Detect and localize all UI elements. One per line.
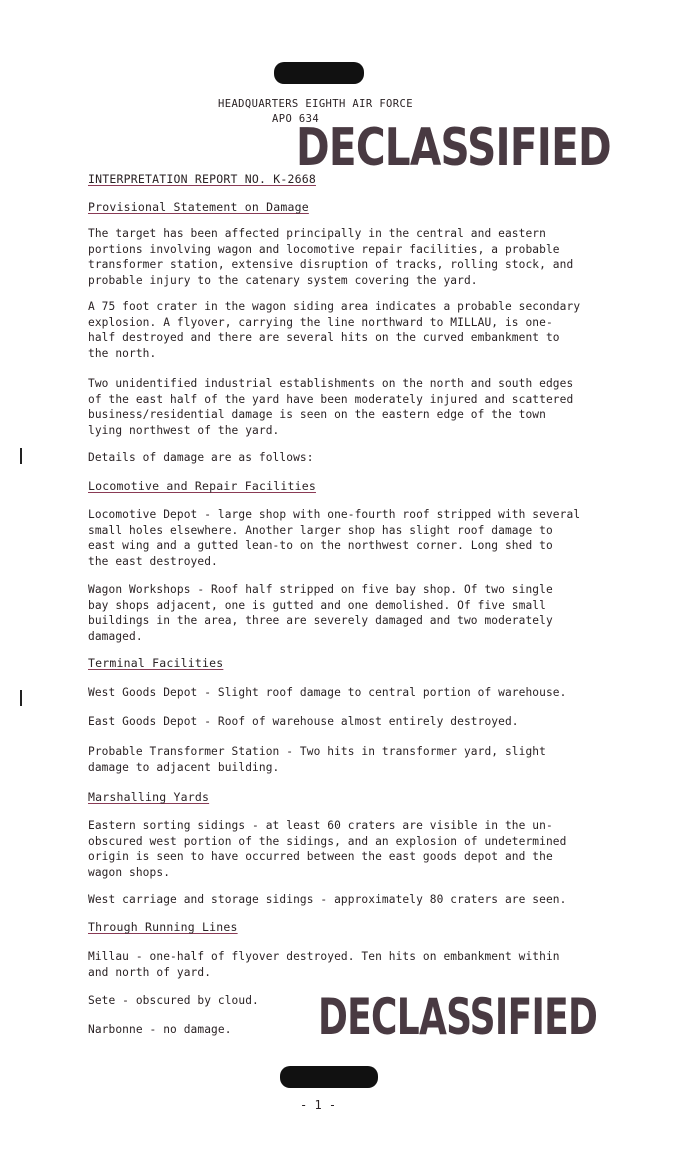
paragraph: West carriage and storage sidings - approximately 80 craters are seen. (88, 893, 567, 906)
declassified-stamp-top: DECLASSIFIED (296, 118, 611, 178)
paragraph: Details of damage are as follows: (88, 451, 314, 464)
header-apo: APO 634 (272, 113, 320, 125)
section-heading: Marshalling Yards (88, 790, 210, 804)
paragraph: Two unidentified industrial establishments on the north and south edges of the east half of the yard have been moderately injured and scattered business/residential damage is seen on the eastern edge of the town lying northwest of the yard. (88, 377, 574, 437)
paragraph: Millau - one-half of flyover destroyed. Ten hits on embankment within and north of yard. (88, 950, 560, 979)
paragraph: Probable Transformer Station - Two hits in transformer yard, slight damage to adjacent building. (88, 745, 546, 774)
margin-mark (20, 448, 22, 464)
section-heading: Locomotive and Repair Facilities (88, 479, 316, 493)
paragraph: Narbonne - no damage. (88, 1023, 232, 1036)
redaction-bar-top (274, 62, 364, 84)
declassified-stamp-bottom: DECLASSIFIED (318, 988, 598, 1046)
paragraph: Eastern sorting sidings - at least 60 craters are visible in the un- obscured west portion of the sidings, and an explosion of undetermined origin is seen to have occurred between the east goods depot and the wagon shops. (88, 819, 567, 879)
section-heading: Provisional Statement on Damage (88, 200, 309, 214)
section-heading: Terminal Facilities (88, 656, 224, 670)
header-organization: HEADQUARTERS EIGHTH AIR FORCE (218, 98, 413, 110)
paragraph: Locomotive Depot - large shop with one-fourth roof stripped with several small holes elsewhere. Another larger shop has slight roof damage to east wing and a gutted lean-to on the northwest corner. Long shed to the east destroyed. (88, 508, 581, 568)
redaction-bar-bottom (280, 1066, 378, 1088)
paragraph: West Goods Depot - Slight roof damage to central portion of warehouse. (88, 686, 567, 699)
page-number: - 1 - (300, 1098, 337, 1112)
paragraph: East Goods Depot - Roof of warehouse almost entirely destroyed. (88, 715, 519, 728)
report-title: INTERPRETATION REPORT NO. K-2668 (88, 172, 316, 186)
section-heading: Through Running Lines (88, 920, 238, 934)
paragraph: Wagon Workshops - Roof half stripped on five bay shop. Of two single bay shops adjacent, one is gutted and one demolished. Of five small buildings in the area, three are severely damaged and two moderately damaged. (88, 583, 553, 643)
margin-mark (20, 690, 22, 706)
paragraph: Sete - obscured by cloud. (88, 994, 259, 1007)
paragraph: The target has been affected principally in the central and eastern portions involving wagon and locomotive repair facilities, a probable transformer station, extensive disruption of tracks, rolling stock, and probable injury to the catenary system covering the yard. (88, 227, 574, 287)
paragraph: A 75 foot crater in the wagon siding area indicates a probable secondary explosion. A flyover, carrying the line northward to MILLAU, is one- half destroyed and there are several hits on the curved embankment to the north. (88, 300, 581, 360)
